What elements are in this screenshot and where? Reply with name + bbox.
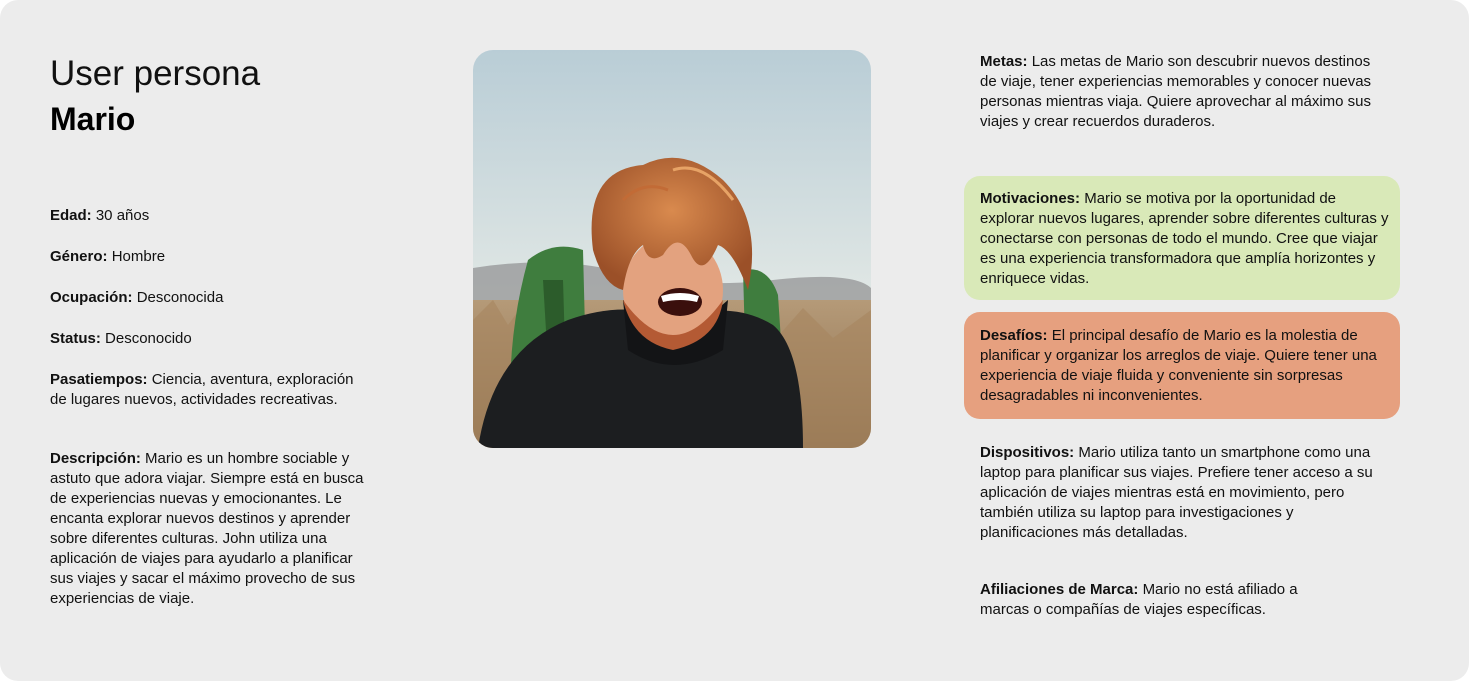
brands-label: Afiliaciones de Marca:: [980, 581, 1139, 598]
age-value: 30 años: [95, 207, 150, 224]
status-value: Desconocido: [105, 330, 192, 347]
age-field: [50, 206, 370, 226]
challenges-section: [980, 326, 1390, 406]
devices-label: Dispositivos:: [980, 444, 1075, 461]
devices-section: [980, 443, 1390, 543]
description-value: Mario es un hombre sociable y astuto que adora viajar. Siempre está en busca de experiencias nuevas y emocionantes. Le encanta explorar nuevos destinos y aprender sobre diferentes culturas. John utiliza una aplicación de viajes para ayudarlo a planificar sus viajes y sacar el máximo provecho de sus experiencias de viaje.: [50, 450, 364, 607]
age-label: Edad:: [50, 207, 92, 224]
challenges-value: El principal desafío de Mario es la molestia de planificar y organizar los arreglos de viaje. Quiere tener una experiencia de viaje fluida y conveniente sin sorpresas desagradables ni inconvenientes.: [980, 327, 1377, 404]
brands-value: Mario no está afiliado a marcas o compañías de viajes específicas.: [980, 581, 1298, 618]
hobbies-value: Ciencia, aventura, exploración de lugares nuevos, actividades recreativas.: [50, 371, 354, 408]
gender-label: Género:: [50, 248, 108, 265]
description-label: Descripción:: [50, 450, 141, 467]
hobbies-field: [50, 370, 370, 410]
page-title: User persona: [50, 54, 261, 93]
hobbies-label: Pasatiempos:: [50, 371, 148, 388]
status-field: [50, 329, 370, 349]
gender-field: [50, 247, 370, 267]
persona-photo-illustration: [473, 50, 871, 448]
gender-value: Hombre: [111, 248, 166, 265]
challenges-label: Desafíos:: [980, 327, 1048, 344]
motivations-value: Mario se motiva por la oportunidad de explorar nuevos lugares, aprender sobre diferentes culturas y conectarse con personas de todo el mundo. Cree que viajar es una experiencia transformadora que amplía horizontes y enriquece vidas.: [980, 190, 1389, 287]
devices-value: Mario utiliza tanto un smartphone como una laptop para planificar sus viajes. Prefiere tener acceso a su aplicación de viajes mientras está en movimiento, pero también utiliza su laptop para investigaciones y planificaciones más detalladas.: [980, 444, 1373, 541]
goals-section: [980, 52, 1390, 132]
brands-section: [980, 580, 1340, 620]
motivations-section: [980, 189, 1390, 289]
occupation-field: [50, 288, 370, 308]
persona-photo: [473, 50, 871, 448]
persona-name: Mario: [50, 101, 136, 137]
occupation-label: Ocupación:: [50, 289, 133, 306]
status-label: Status:: [50, 330, 101, 347]
description-field: [50, 449, 370, 609]
occupation-value: Desconocida: [136, 289, 224, 306]
motivations-label: Motivaciones:: [980, 190, 1081, 207]
goals-value: Las metas de Mario son descubrir nuevos destinos de viaje, tener experiencias memorables y conocer nuevas personas mientras viaja. Quiere aprovechar al máximo sus viajes y crear recuerdos duraderos.: [980, 53, 1372, 130]
goals-label: Metas:: [980, 53, 1028, 70]
